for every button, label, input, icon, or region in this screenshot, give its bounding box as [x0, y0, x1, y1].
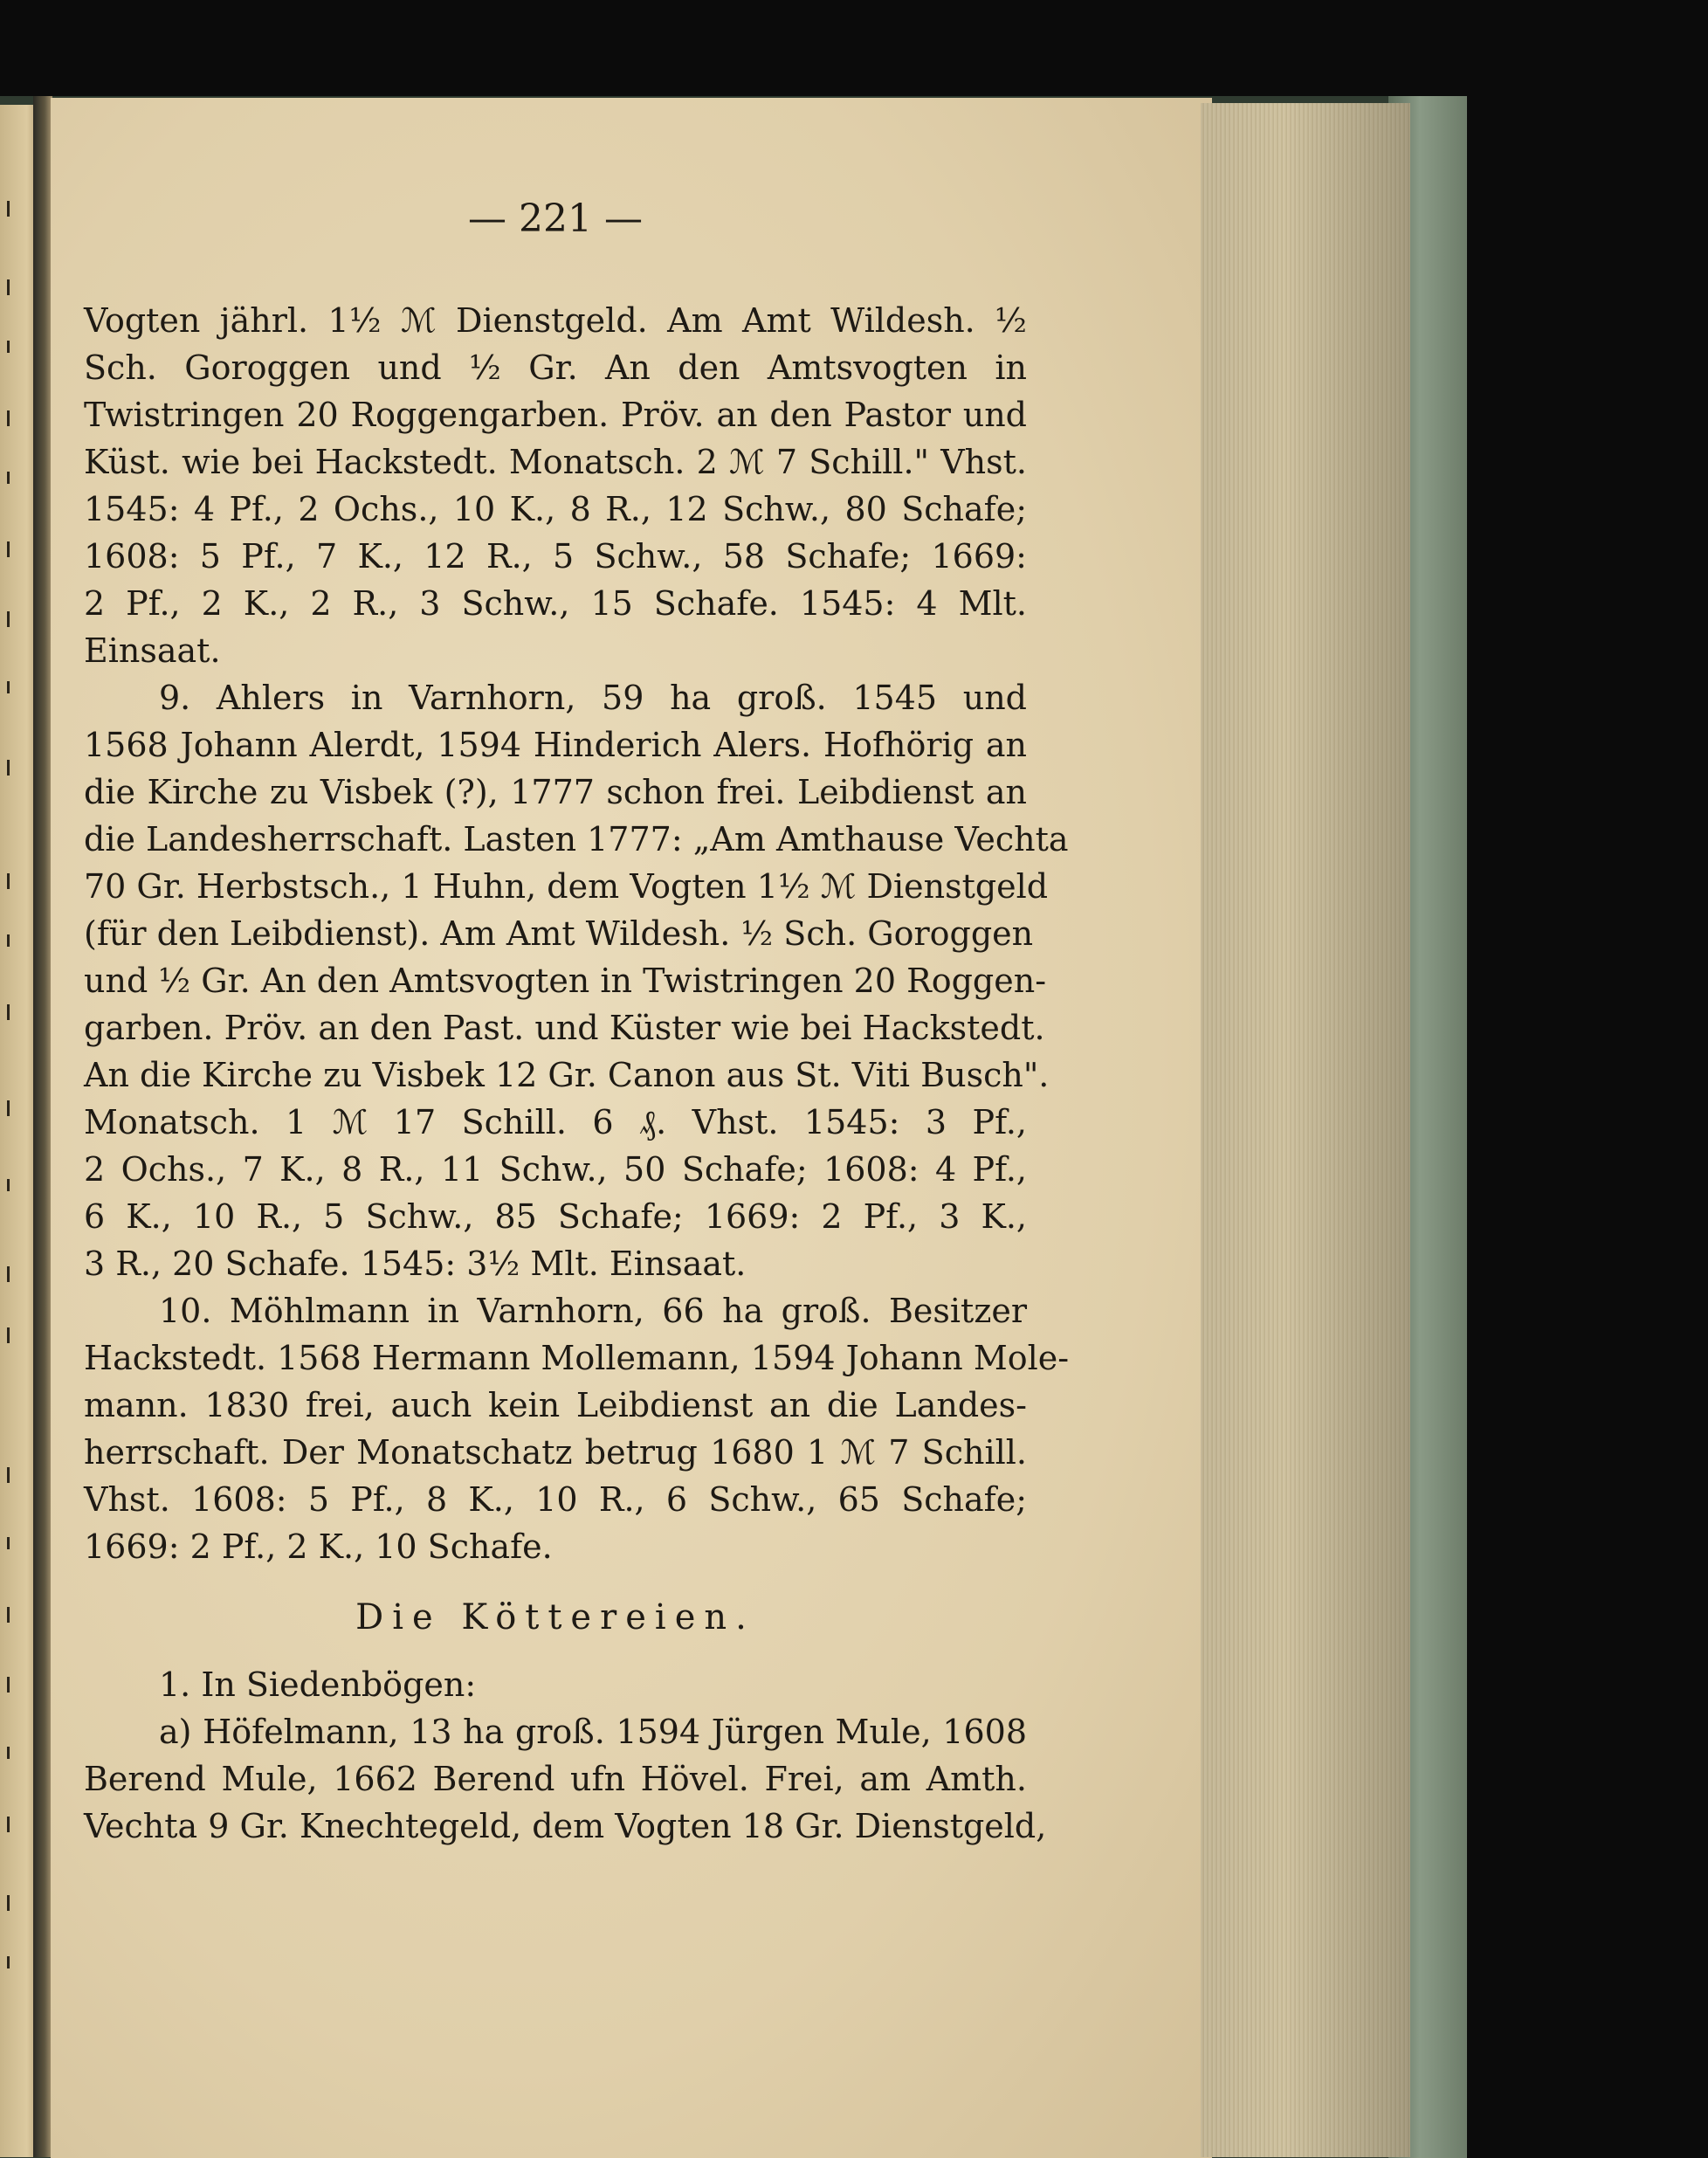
text-line: 1545: 4 Pf., 2 Ochs., 10 K., 8 R., 12 Schw., 80 Schafe; — [84, 490, 1027, 528]
text-line: herrschaft. Der Monatschatz betrug 1680 1 ℳ 7 Schill. — [84, 1433, 1027, 1472]
text-line: 1568 Johann Alerdt, 1594 Hinderich Alers. Hofhörig an — [84, 726, 1027, 764]
text-line: Küst. wie bei Hackstedt. Monatsch. 2 ℳ 7 Schill." Vhst. — [84, 443, 1027, 481]
paragraph-start: a) Höfelmann, 13 ha groß. 1594 Jürgen Mule, 1608 — [159, 1713, 1027, 1751]
text-line: Sch. Goroggen und ½ Gr. An den Amtsvogten in — [84, 348, 1027, 387]
text-line: garben. Pröv. an den Past. und Küster wie bei Hackstedt. — [84, 1009, 1045, 1047]
text-line: und ½ Gr. An den Amtsvogten in Twistringen 20 Roggen- — [84, 962, 1047, 1000]
page-number: — 221 — — [468, 196, 643, 241]
text-line: Einsaat. — [84, 631, 221, 670]
text-line: Vogten jährl. 1½ ℳ Dienstgeld. Am Amt Wildesh. ½ — [84, 301, 1027, 340]
text-line: (für den Leibdienst). Am Amt Wildesh. ½ Sch. Goroggen — [84, 914, 1034, 953]
text-line: 1669: 2 Pf., 2 K., 10 Schafe. — [84, 1527, 553, 1566]
text-line: Monatsch. 1 ℳ 17 Schill. 6 ₰. Vhst. 1545: 3 Pf., — [84, 1103, 1027, 1141]
text-line: Berend Mule, 1662 Berend ufn Hövel. Frei, am Amth. — [84, 1760, 1027, 1798]
page-block-shadow — [1201, 103, 1410, 2157]
subsection-title: 1. In Siedenbögen: — [159, 1665, 477, 1704]
text-line: 2 Pf., 2 K., 2 R., 3 Schw., 15 Schafe. 1545: 4 Mlt. — [84, 584, 1027, 623]
text-line: Vechta 9 Gr. Knechtegeld, dem Vogten 18 Gr. Dienstgeld, — [84, 1807, 1047, 1845]
text-line: die Landesherrschaft. Lasten 1777: „Am Amthause Vechta — [84, 820, 1069, 858]
text-line: 3 R., 20 Schafe. 1545: 3½ Mlt. Einsaat. — [84, 1244, 747, 1283]
section-heading: Die Köttereien. — [355, 1597, 755, 1637]
text-line: Vhst. 1608: 5 Pf., 8 K., 10 R., 6 Schw., 65 Schafe; — [84, 1480, 1027, 1519]
text-line: Hackstedt. 1568 Hermann Mollemann, 1594 Johann Mole- — [84, 1339, 1070, 1377]
text-line: Twistringen 20 Roggengarben. Pröv. an den Pastor und — [84, 396, 1027, 434]
book-gutter — [33, 96, 52, 2157]
text-line: An die Kirche zu Visbek 12 Gr. Canon aus St. Viti Busch". — [84, 1056, 1050, 1094]
text-line: 70 Gr. Herbstsch., 1 Huhn, dem Vogten 1½ ℳ Dienstgeld — [84, 867, 1049, 906]
text-line: mann. 1830 frei, auch kein Leibdienst an die Landes- — [84, 1386, 1027, 1424]
paragraph-start: 9. Ahlers in Varnhorn, 59 ha groß. 1545 und — [159, 679, 1027, 717]
text-line: die Kirche zu Visbek (?), 1777 schon frei. Leibdienst an — [84, 773, 1027, 811]
text-line: 1608: 5 Pf., 7 K., 12 R., 5 Schw., 58 Schafe; 1669: — [84, 537, 1027, 576]
paragraph-start: 10. Möhlmann in Varnhorn, 66 ha groß. Besitzer — [159, 1292, 1027, 1330]
text-line: 2 Ochs., 7 K., 8 R., 11 Schw., 50 Schafe; 1608: 4 Pf., — [84, 1150, 1027, 1189]
text-line: 6 K., 10 R., 5 Schw., 85 Schafe; 1669: 2 Pf., 3 K., — [84, 1197, 1027, 1236]
